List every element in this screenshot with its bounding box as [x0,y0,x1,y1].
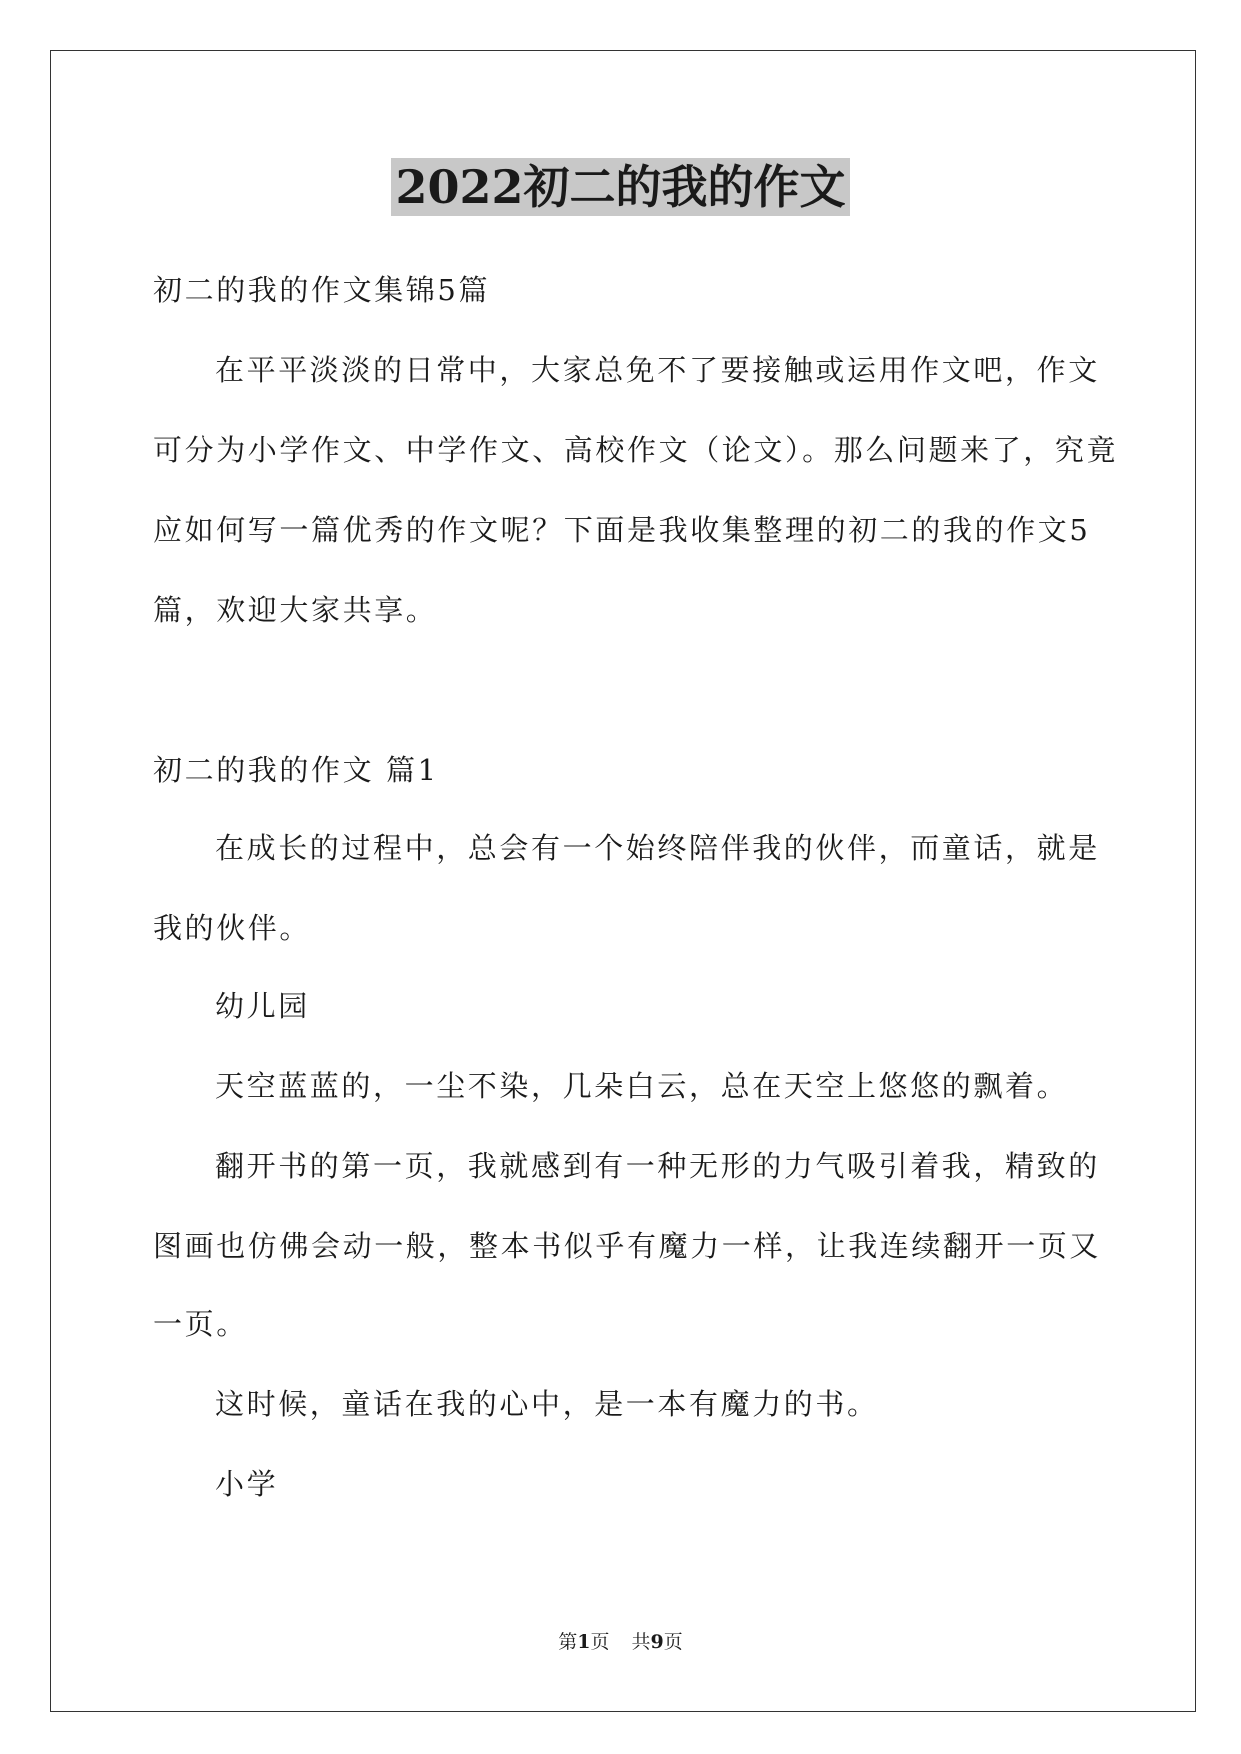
title-block [0,158,1241,216]
section-heading: 初二的我的作文 篇1 [153,753,439,787]
paragraph-line: 幼儿园 [215,989,310,1023]
paragraph-line: 我的伙伴。 [153,911,312,945]
paragraph-line: 图画也仿佛会动一般，整本书似乎有魔力一样，让我连续翻开一页又 [153,1229,1102,1263]
footer-page-prefix: 第 [558,1631,578,1653]
paragraph-line: 可分为小学作文、中学作文、高校作文（论文）。那么问题来了，究竟 [153,433,1119,467]
paragraph-line: 应如何写一篇优秀的作文呢？下面是我收集整理的初二的我的作文5 [153,513,1091,547]
paragraph-line: 这时候，童话在我的心中，是一本有魔力的书。 [215,1387,879,1421]
page-footer [0,1630,1241,1654]
footer-page-mid: 页 [590,1631,610,1653]
paragraph-line: 小学 [215,1467,279,1501]
footer-page-current: 1 [577,1631,591,1653]
paragraph-line: 在平平淡淡的日常中，大家总免不了要接触或运用作文吧，作文 [215,353,1100,387]
subtitle-line: 初二的我的作文集锦5篇 [153,273,491,307]
footer-total-suffix: 页 [663,1631,683,1653]
footer-total-prefix: 共 [631,1631,651,1653]
paragraph-line: 天空蓝蓝的，一尘不染，几朵白云，总在天空上悠悠的飘着。 [215,1069,1069,1103]
paragraph-line: 篇，欢迎大家共享。 [153,593,438,627]
paragraph-line: 翻开书的第一页，我就感到有一种无形的力气吸引着我，精致的 [215,1149,1100,1183]
document-title: 2022初二的我的作文 [391,158,849,216]
footer-page-total: 9 [650,1631,664,1653]
paragraph-line: 一页。 [153,1307,248,1341]
paragraph-line: 在成长的过程中，总会有一个始终陪伴我的伙伴，而童话，就是 [215,831,1100,865]
